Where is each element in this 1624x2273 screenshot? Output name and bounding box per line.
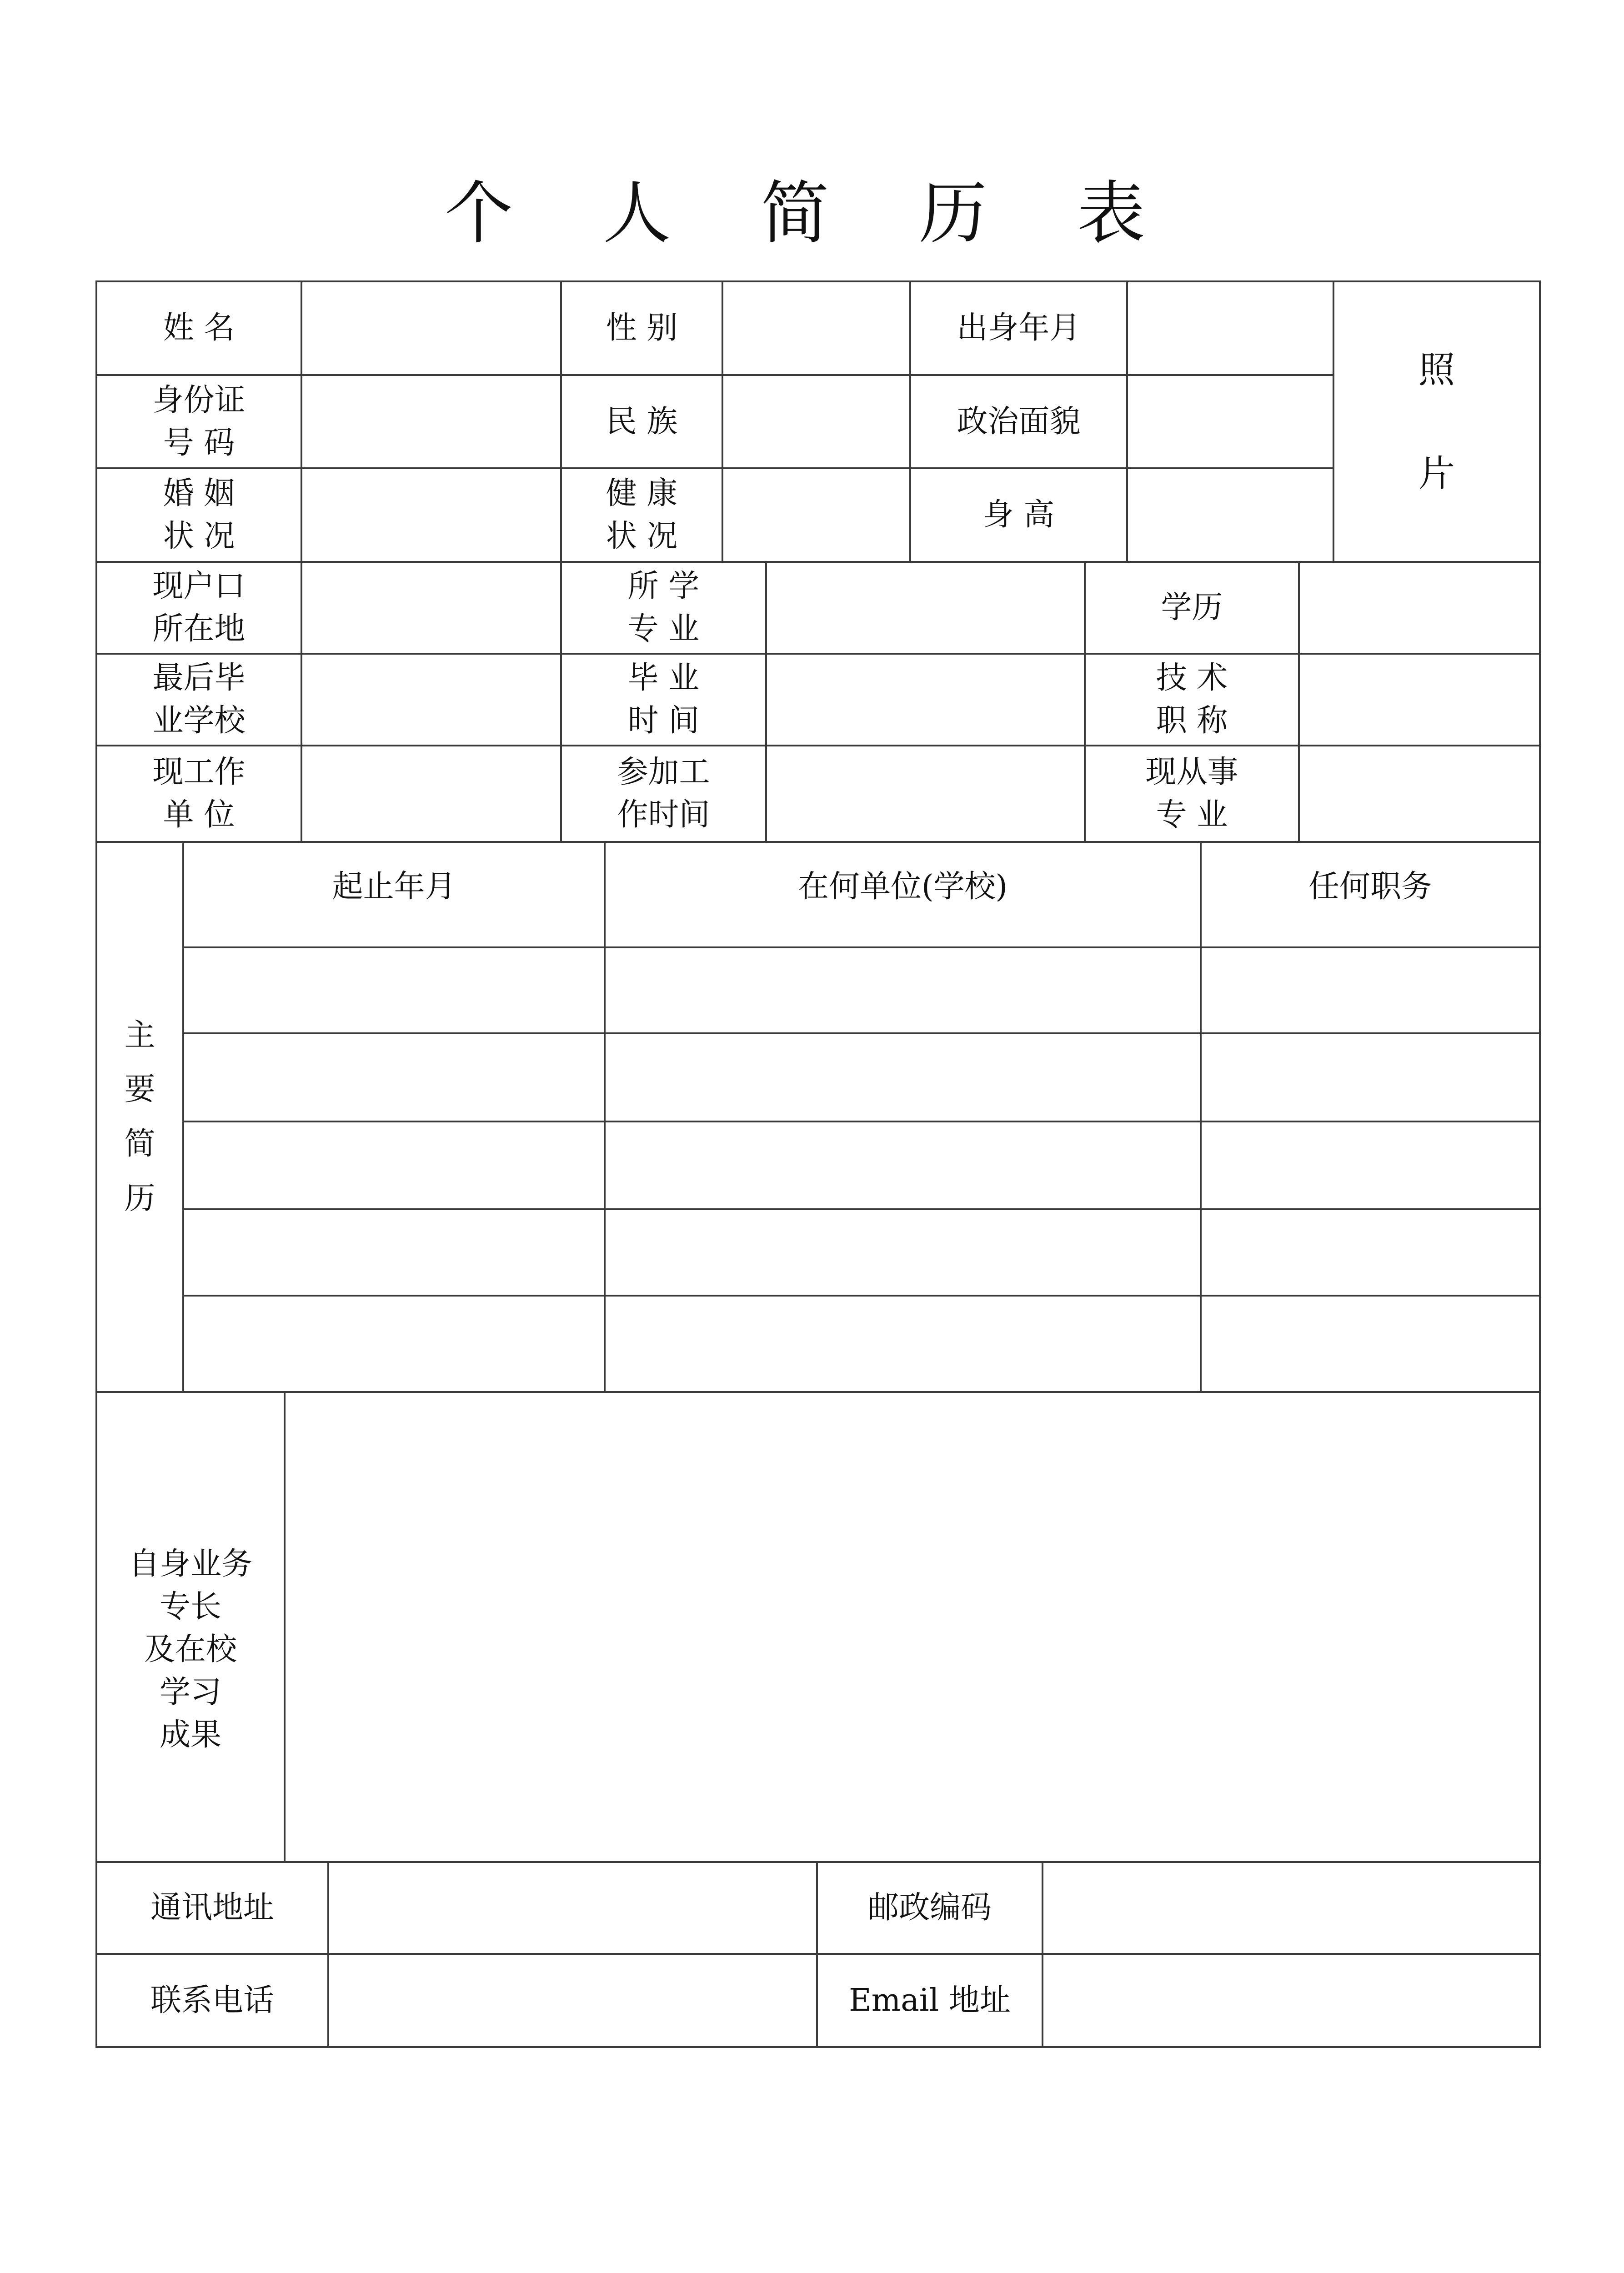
- history-period-cell[interactable]: [183, 1033, 605, 1121]
- current-employer-label: 现工作 单 位: [152, 754, 246, 833]
- history-header-organization: 在何单位(学校): [797, 869, 1008, 905]
- history-organization-cell[interactable]: [605, 1121, 1201, 1209]
- ethnicity-label: 民 族: [606, 403, 678, 440]
- history-period-cell[interactable]: [183, 947, 605, 1033]
- history-position-cell[interactable]: [1201, 1121, 1540, 1209]
- current-field-label: 现从事 专 业: [1145, 754, 1238, 833]
- technical-title-label: 技 术 职 称: [1156, 660, 1228, 739]
- graduation-time-label: 毕 业 时 间: [627, 660, 700, 739]
- history-organization-cell[interactable]: [605, 947, 1201, 1033]
- technical-title-field[interactable]: [1299, 654, 1540, 746]
- birth-date-label: 出身年月: [957, 310, 1081, 346]
- education-label: 学历: [1161, 590, 1223, 626]
- history-position-cell[interactable]: [1201, 1033, 1540, 1121]
- postal-code-field[interactable]: [1043, 1862, 1540, 1954]
- history-organization-cell[interactable]: [605, 1033, 1201, 1121]
- history-organization-cell[interactable]: [605, 1209, 1201, 1296]
- name-field[interactable]: [301, 281, 561, 375]
- history-period-cell[interactable]: [183, 1209, 605, 1296]
- history-section-label: 主 要 简 历: [124, 1017, 155, 1217]
- marital-status-field[interactable]: [301, 468, 561, 562]
- health-status-label: 健 康 状 况: [606, 476, 678, 554]
- email-label: Email 地址: [849, 1982, 1011, 2018]
- photo-box[interactable]: 照 片: [1418, 348, 1455, 495]
- current-employer-field[interactable]: [301, 746, 561, 842]
- major-label: 所 学 专 业: [627, 568, 700, 647]
- graduated-school-field[interactable]: [301, 654, 561, 746]
- political-status-field[interactable]: [1127, 375, 1333, 468]
- current-field-field[interactable]: [1299, 746, 1540, 842]
- history-position-cell[interactable]: [1201, 947, 1540, 1033]
- page-title: 个 人 简 历 表: [445, 174, 1179, 253]
- email-field[interactable]: [1043, 1954, 1540, 2047]
- name-label: 姓 名: [163, 310, 235, 346]
- graduated-school-label: 最后毕 业学校: [152, 660, 246, 739]
- history-header-position: 任何职务: [1308, 869, 1432, 905]
- marital-status-label: 婚 姻 状 况: [163, 476, 235, 554]
- height-label: 身 高: [982, 497, 1055, 533]
- phone-label: 联系电话: [150, 1982, 274, 2018]
- id-number-field[interactable]: [301, 375, 561, 468]
- mailing-address-label: 通讯地址: [150, 1890, 274, 1926]
- graduation-time-field[interactable]: [766, 654, 1085, 746]
- work-start-time-label: 参加工 作时间: [617, 754, 710, 833]
- skills-field[interactable]: [285, 1392, 1540, 1862]
- work-start-time-field[interactable]: [766, 746, 1085, 842]
- id-number-label: 身份证 号 码: [152, 382, 246, 461]
- postal-code-label: 邮政编码: [867, 1890, 992, 1926]
- ethnicity-field[interactable]: [722, 375, 910, 468]
- major-field[interactable]: [766, 562, 1085, 654]
- phone-field[interactable]: [328, 1954, 817, 2047]
- skills-label: 自身业务 专长 及在校 学习 成果: [128, 1546, 252, 1753]
- history-period-cell[interactable]: [183, 1296, 605, 1392]
- gender-field[interactable]: [722, 281, 910, 375]
- health-status-field[interactable]: [722, 468, 910, 562]
- mailing-address-field[interactable]: [328, 1862, 817, 1954]
- gender-label: 性 别: [606, 310, 678, 346]
- history-period-cell[interactable]: [183, 1121, 605, 1209]
- history-position-cell[interactable]: [1201, 1209, 1540, 1296]
- education-field[interactable]: [1299, 562, 1540, 654]
- hukou-field[interactable]: [301, 562, 561, 654]
- history-organization-cell[interactable]: [605, 1296, 1201, 1392]
- history-header-period: 起止年月: [332, 869, 456, 905]
- hukou-label: 现户口 所在地: [152, 568, 246, 647]
- height-field[interactable]: [1127, 468, 1333, 562]
- political-status-label: 政治面貌: [957, 403, 1081, 440]
- birth-date-field[interactable]: [1127, 281, 1333, 375]
- history-position-cell[interactable]: [1201, 1296, 1540, 1392]
